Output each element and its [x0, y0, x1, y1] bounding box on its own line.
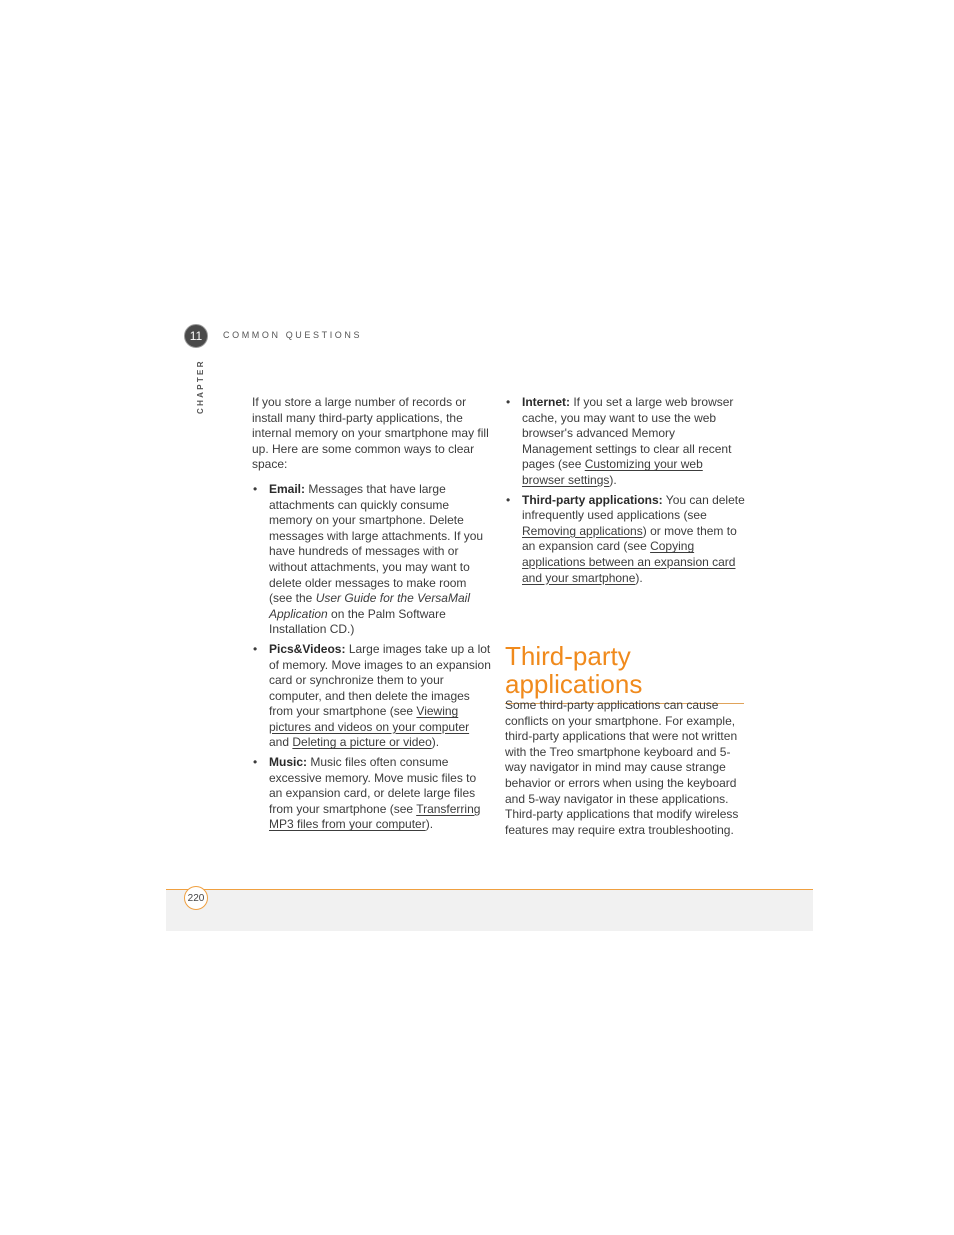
bullet-icon: •: [506, 492, 511, 507]
item-text: ).: [425, 817, 434, 832]
section-body: Some third-party applications can cause conflicts on your smartphone. For example, third-party applications that were not written with the Treo smartphone keyboard and 5-way navigator in mind may cause strange behavior or errors when using the keyboard and 5-way navigator in these applications. Third-party applications that modify wireless features may require extra troubleshooting.: [505, 698, 739, 837]
running-head: COMMON QUESTIONS: [223, 330, 363, 340]
left-column: [252, 395, 492, 837]
tips-list: [252, 482, 492, 833]
right-column: [505, 395, 745, 590]
link-customizing-browser[interactable]: Customizing your web browser settings: [522, 457, 703, 487]
link-transferring-mp3[interactable]: Transferring MP3 files from your computer: [269, 801, 481, 832]
list-item-music: [252, 755, 492, 833]
term-email: Email:: [269, 481, 306, 496]
chapter-label: CHAPTER: [196, 359, 205, 414]
list-item-internet: [505, 395, 745, 489]
item-text: ) or move them to an expansion card (see: [522, 523, 737, 554]
item-text: ).: [609, 472, 617, 487]
link-deleting-picture[interactable]: Deleting a picture or video: [292, 735, 432, 750]
bullet-icon: •: [253, 641, 258, 656]
link-removing-applications[interactable]: Removing applications: [522, 523, 643, 538]
list-item-email: [252, 482, 492, 638]
footer-band: [166, 889, 813, 931]
term-pics-videos: Pics&Videos:: [269, 641, 346, 656]
term-third-party: Third-party applications:: [522, 492, 663, 507]
section-heading: Third-party applications: [505, 642, 744, 704]
chapter-number-badge: [184, 324, 208, 348]
item-text: and: [269, 735, 293, 750]
item-text: If you set a large web browser cache, you may want to use the web browser's advanced Memory Management settings to clear all recent pages (see: [522, 395, 734, 472]
item-italic: User Guide for the VersaMail Application: [269, 591, 470, 621]
term-internet: Internet:: [522, 395, 570, 409]
chapter-number: 11: [189, 329, 203, 343]
item-text: You can delete infrequently used applications (see: [522, 492, 745, 523]
item-text: ).: [635, 570, 643, 585]
item-text: Large images take up a lot of memory. Move images to an expansion card or synchronize them to your computer, and then delete the images from your smartphone (see: [269, 641, 491, 719]
term-music: Music:: [269, 755, 308, 770]
intro-paragraph: If you store a large number of records or install many third-party applications, the internal memory on your smartphone may fill up. Here are some common ways to clear space:: [252, 395, 489, 472]
page-number-badge: [184, 886, 208, 910]
link-copying-applications[interactable]: Copying applications between an expansion card and your smartphone: [522, 539, 736, 585]
list-item-third-party: [505, 493, 745, 587]
bullet-icon: •: [253, 481, 258, 496]
item-text: Music files often consume excessive memory. Move music files to an expansion card, or delete large files from your smartphone (see: [269, 755, 477, 816]
page-number: 220: [187, 892, 205, 904]
list-item-pics-videos: [252, 642, 492, 751]
item-text: on the Palm Software Installation CD.): [269, 606, 446, 637]
item-text: Messages that have large attachments can quickly consume memory on your smartphone. Delete messages with large attachments. If you have hundreds of messages with or without attachments, you may want to delete older messages to make room (see the: [269, 481, 484, 606]
bullet-icon: •: [253, 755, 258, 770]
bullet-icon: •: [506, 395, 511, 409]
tips-list-continued: [505, 395, 745, 586]
link-viewing-pictures[interactable]: Viewing pictures and videos on your computer: [269, 704, 470, 734]
item-text: ).: [431, 735, 440, 750]
